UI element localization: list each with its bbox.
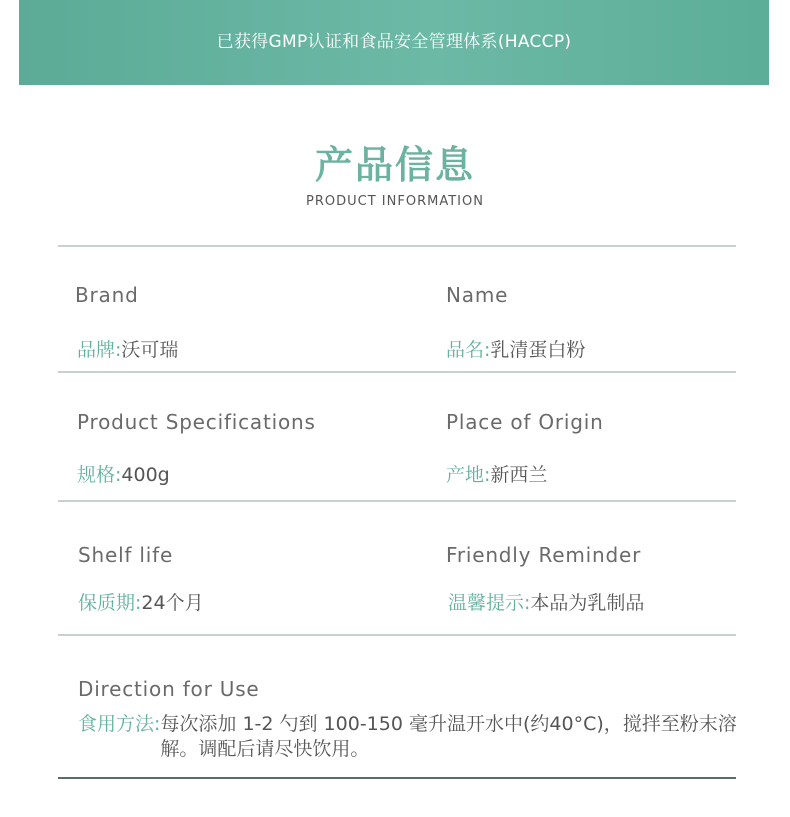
usage-heading: Direction for Use [78,677,260,701]
divider-row1 [58,371,736,373]
section-header [0,138,790,209]
reminder-label: 温馨提示: [448,592,531,614]
spec-value: 400g [121,464,170,486]
shelf-heading: Shelf life [78,543,174,567]
divider-bottom [58,777,736,779]
origin-value: 新西兰 [490,464,548,486]
section-title: 产品信息 [314,143,475,187]
usage-field [78,712,738,762]
origin-heading: Place of Origin [446,410,604,434]
brand-value: 沃可瑞 [121,339,179,361]
reminder-heading: Friendly Reminder [446,543,642,567]
usage-value: 每次添加 1-2 勺到 100-150 毫升温开水中(约40°C)，搅拌至粉末溶解。调配后请尽快饮用。 [160,713,737,760]
reminder-value: 本品为乳制品 [530,592,645,614]
spec-label: 规格: [77,464,122,486]
brand-field [77,335,178,362]
name-field [446,335,585,362]
shelf-label: 保质期: [78,592,142,614]
spec-field [77,460,170,487]
divider-row3 [58,634,736,636]
origin-field [446,460,547,487]
shelf-value: 24个月 [141,592,204,614]
name-label: 品名: [446,339,491,361]
shelf-field [78,588,204,615]
reminder-field [448,588,644,615]
origin-label: 产地: [446,464,491,486]
spec-heading: Product Specifications [77,410,316,434]
certification-banner [19,0,769,85]
certification-text: 已获得GMP认证和食品安全管理体系(HACCP) [216,32,572,52]
section-subtitle: PRODUCT INFORMATION [306,194,484,209]
divider-top [58,245,736,247]
brand-heading: Brand [75,283,139,307]
name-value: 乳清蛋白粉 [490,339,586,361]
name-heading: Name [446,283,509,307]
divider-row2 [58,500,736,502]
usage-label: 食用方法: [78,713,161,735]
brand-label: 品牌: [77,339,122,361]
